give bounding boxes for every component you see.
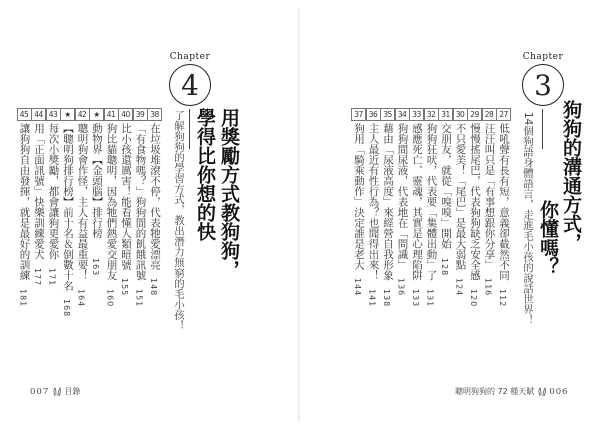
footer-label: 目錄 (64, 387, 81, 396)
toc-entry[interactable] (454, 108, 467, 298)
toc-entry-title: 動物界【金頭腦】排行榜 (91, 123, 103, 239)
toc-entry[interactable] (396, 108, 409, 298)
toc-entry-page: 120 (469, 288, 478, 307)
toc-entry-number: 41 (104, 108, 119, 121)
chapter-subtitle: 14個狗語身體語言，走進毛小孩的說話世界！ (522, 112, 534, 325)
chapter-title-line-2: 學得比你想的快 (194, 108, 216, 241)
chapter-title-line-1: 狗狗的溝通方式， (560, 100, 582, 252)
toc-entry-title: 每次小獎勵，都會讓狗更愛你 (47, 123, 60, 260)
toc-entry[interactable] (468, 108, 481, 307)
toc-entry[interactable] (119, 108, 132, 298)
toc-entry-number: ★ (89, 108, 104, 121)
chapter-label: Chapter (169, 52, 211, 62)
toc-entry[interactable] (47, 108, 60, 298)
toc-entry[interactable] (497, 108, 510, 307)
toc-entry-number: 33 (409, 108, 424, 121)
toc-entry-page: 181 (18, 288, 28, 307)
toc-entry-number: 27 (496, 108, 511, 121)
toc-entry-title: 感應死亡、靈魂，其實是心理陷阱 (411, 123, 423, 281)
toc-entry-page: 168 (62, 299, 71, 318)
toc-entry-title: 【聰明狗排行榜】前十名＆倒數十名 (62, 123, 74, 291)
toc-entry-title: 讓狗狗自由發揮，就是最好的訓練 (18, 123, 31, 281)
toc-entry-page: 177 (33, 267, 42, 286)
chapter-title-line-2: 你懂嗎？ (537, 200, 559, 276)
toc-entry-page: 155 (120, 278, 129, 297)
toc-entry-number: 34 (395, 108, 410, 121)
toc-entry[interactable] (105, 108, 118, 307)
toc-entry-title: 「有食物嗎？」狗狗間的飢餓訊號 (134, 123, 147, 281)
chapter-badge (521, 52, 565, 106)
running-header: 聰明狗狗的 72 種天賦 (455, 387, 535, 396)
toc-entry-title: 狗狗狂吠，代表要「集體出動」了 (425, 123, 438, 281)
chapter-number: 3 (522, 64, 564, 106)
toc-entry-number: 37 (351, 108, 366, 121)
toc-entry[interactable] (439, 108, 452, 298)
toc-entry-number: 28 (482, 108, 497, 121)
toc-entry[interactable] (410, 108, 423, 307)
toc-entry-number: 29 (467, 108, 482, 121)
toc-entry[interactable] (148, 108, 161, 298)
toc-entry-title: 聰明狗會作怪，主人有益最重要！ (76, 123, 89, 281)
toc-entry[interactable] (483, 108, 496, 298)
toc-entry-number: 45 (17, 108, 32, 121)
toc-entry-page: 124 (454, 278, 464, 297)
toc-entry-title: 狗用「騎乘動作」決定誰是老大 (353, 123, 365, 270)
toc-entry-page: 141 (367, 288, 377, 307)
toc-entry-page: 128 (440, 258, 449, 277)
chapter-rule (542, 109, 543, 149)
toc-entry-title: 用「正面訊號」快樂訓練愛犬 (33, 123, 45, 260)
chapter-title-line-1: 用獎勵方式教狗狗， (218, 108, 240, 279)
toc-entry-number: 44 (31, 108, 46, 121)
toc-entry-title: 低吼聲有長有短，意義卻截然不同 (498, 123, 510, 281)
toc-entry-page: 116 (483, 278, 493, 297)
toc-entry-title: 不只愛美！「尾巴」是最大弱點 (454, 123, 467, 270)
toc-entry[interactable] (381, 108, 394, 307)
toc-entry-number: ★ (60, 108, 75, 121)
toc-entry[interactable] (18, 108, 31, 307)
toc-entry-page: 148 (149, 278, 158, 297)
toc-entry-number: 38 (147, 108, 162, 121)
toc-entry-number: 39 (133, 108, 148, 121)
chapter-rule (189, 109, 190, 149)
toc-entry-title: 比小孩還厲害！能看懂人類暗號 (120, 123, 132, 270)
toc-entry-number: 42 (75, 108, 90, 121)
toc-entry[interactable] (352, 108, 365, 298)
toc-entry-page: 133 (411, 288, 420, 307)
page-number: 007 (30, 387, 50, 397)
page-footer (30, 386, 80, 397)
toc-entry-page: 136 (396, 278, 406, 297)
toc-entry-page: 131 (425, 288, 435, 307)
toc-entry-page: 138 (382, 288, 391, 307)
toc-entry-number: 31 (438, 108, 453, 121)
toc-entry-number: 35 (380, 108, 395, 121)
toc-entry[interactable] (32, 108, 45, 298)
toc-entry[interactable] (61, 108, 74, 318)
toc-entry-number: 40 (118, 108, 133, 121)
toc-entry[interactable] (425, 108, 438, 307)
toc-entry-title: 汪汪叫只是「有事想跟你分享」 (483, 123, 496, 270)
toc-entry-title: 狗狗間尿液，代表地在「問識」 (396, 123, 409, 270)
toc-entry-title: 交朋友，就從「嗅嗅」開始 (440, 123, 452, 249)
toc-entry[interactable] (134, 108, 147, 307)
toc-entry-page: 160 (105, 288, 115, 307)
toc-entry-title: 慢慢搖尾巴，代表狗狗缺乏安全感 (469, 123, 481, 281)
toc-entry-title: 狗比貓聰明，因為牠們熱愛交朋友 (105, 123, 118, 281)
book-gutter (298, 8, 300, 422)
toc-entry[interactable] (367, 108, 380, 307)
chapter-label: Chapter (522, 52, 564, 62)
bunny-icon (52, 387, 62, 397)
chapter-number: 4 (169, 64, 211, 106)
toc-entry[interactable] (90, 108, 103, 298)
toc-entry-page: 163 (91, 258, 100, 277)
toc-entry-number: 30 (453, 108, 468, 121)
toc-entry[interactable] (76, 108, 89, 307)
page-number: 006 (549, 387, 569, 397)
toc-entry-title: 藉由「尿液高度」來經營自我形象 (382, 123, 394, 281)
toc-entry-number: 43 (46, 108, 61, 121)
toc-entry-page: 164 (76, 288, 86, 307)
page-footer (455, 386, 569, 397)
toc-entry-title: 在垃圾堆滾不停，代表牠愛漂亮 (149, 123, 161, 270)
toc-entry-page: 151 (134, 288, 144, 307)
toc-entry-page: 112 (498, 288, 507, 307)
toc-entry-number: 32 (424, 108, 439, 121)
bunny-icon (537, 387, 547, 397)
chapter-badge (168, 52, 212, 106)
toc-entry-title: 主人最近有性行為？也聞得出來！ (367, 123, 380, 281)
toc-entry-page: 171 (47, 267, 57, 286)
toc-entry-page: 144 (353, 278, 362, 297)
chapter-subtitle: 了解狗狗的學習方式，教出潛力無窮的毛小孩！ (173, 110, 185, 331)
toc-entry-number: 36 (366, 108, 381, 121)
